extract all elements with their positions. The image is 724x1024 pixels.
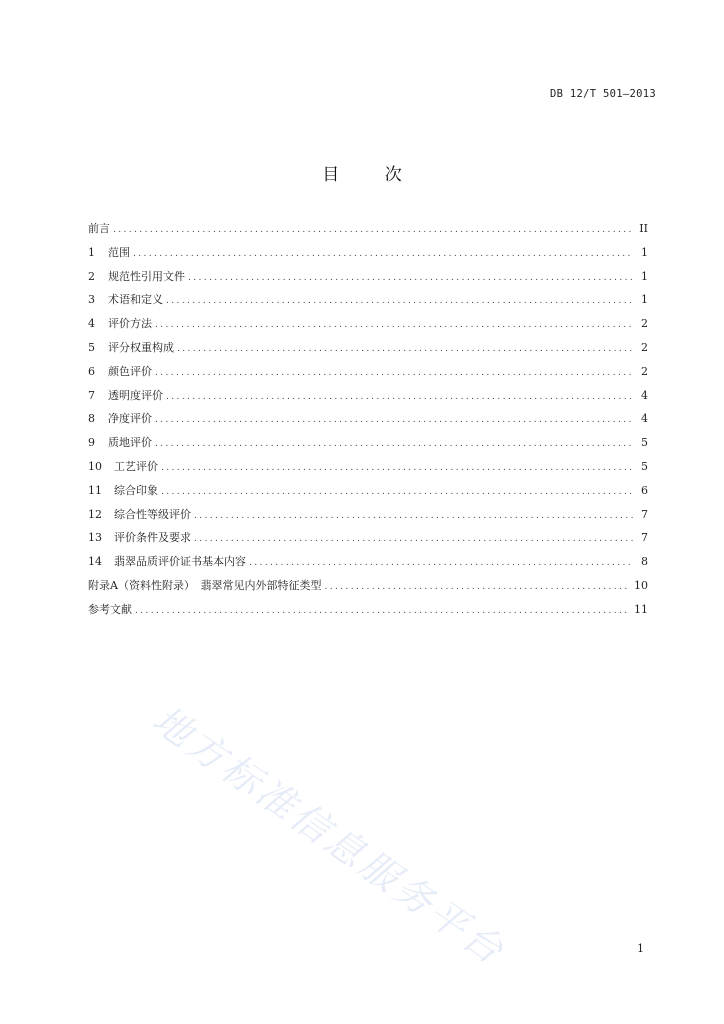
toc-entry-page: II (639, 222, 648, 235)
toc-entry-number: 6 (88, 364, 95, 378)
toc-entry-page: 1 (641, 293, 648, 307)
toc-dot-leader (133, 243, 633, 267)
toc-dot-leader (113, 219, 633, 243)
toc-dot-leader (194, 505, 633, 529)
toc-entry-page: 1 (641, 245, 648, 259)
toc-entry-label: 净度评价 (108, 412, 152, 426)
toc-dot-leader (161, 481, 633, 505)
toc-dot-leader (194, 528, 633, 552)
toc-entry-number: 7 (88, 388, 95, 402)
toc-entry-page: 5 (641, 436, 648, 450)
table-of-contents (88, 217, 648, 622)
toc-entry-label: 工艺评价 (114, 459, 158, 473)
toc-entry-14[interactable] (88, 550, 648, 574)
toc-dot-leader (188, 267, 633, 291)
toc-dot-leader (161, 457, 633, 481)
toc-entry-label: 术语和定义 (108, 293, 163, 307)
toc-dot-leader (166, 290, 633, 314)
toc-entry-label: 附录A（资料性附录） 翡翠常见内外部特征类型 (88, 578, 322, 592)
toc-entry-9[interactable] (88, 431, 648, 455)
toc-entry-7[interactable] (88, 384, 648, 408)
toc-entry-label: 前言 (88, 222, 110, 235)
toc-entry-number: 8 (88, 412, 95, 426)
toc-entry-label: 透明度评价 (108, 388, 163, 402)
toc-dot-leader (155, 409, 633, 433)
toc-entry-number: 4 (88, 317, 95, 331)
toc-dot-leader (155, 314, 633, 338)
toc-entry-page: 11 (634, 602, 648, 616)
toc-entry-number: 1 (88, 245, 95, 259)
toc-entry-number: 14 (88, 555, 102, 569)
page-title: 目 次 (322, 165, 422, 185)
toc-dot-leader (155, 362, 633, 386)
toc-entry-page: 1 (641, 269, 648, 283)
toc-entry-label: 综合性等级评价 (114, 507, 191, 521)
toc-entry-number: 13 (88, 531, 102, 545)
toc-entry-references[interactable] (88, 598, 648, 622)
toc-entry-11[interactable] (88, 479, 648, 503)
toc-entry-3[interactable] (88, 288, 648, 312)
toc-entry-6[interactable] (88, 360, 648, 384)
toc-dot-leader (177, 338, 633, 362)
toc-entry-10[interactable] (88, 455, 648, 479)
toc-entry-label: 参考文献 (88, 602, 132, 616)
toc-entry-page: 2 (641, 364, 648, 378)
toc-entry-page: 6 (641, 483, 648, 497)
toc-entry-page: 4 (641, 412, 648, 426)
toc-entry-page: 8 (641, 555, 648, 569)
toc-entry-13[interactable] (88, 526, 648, 550)
toc-entry-5[interactable] (88, 336, 648, 360)
toc-entry-4[interactable] (88, 312, 648, 336)
toc-dot-leader (166, 386, 633, 410)
toc-dot-leader (155, 433, 633, 457)
toc-entry-12[interactable] (88, 503, 648, 527)
toc-entry-label: 范围 (108, 245, 130, 259)
toc-entry-page: 5 (641, 459, 648, 473)
toc-entry-page: 10 (634, 578, 648, 592)
toc-entry-number: 3 (88, 293, 95, 307)
toc-entry-page: 2 (641, 340, 648, 354)
toc-entry-number: 9 (88, 436, 95, 450)
toc-entry-number: 2 (88, 269, 95, 283)
toc-entry-label: 评价条件及要求 (114, 531, 191, 545)
toc-entry-label: 评分权重构成 (108, 340, 174, 354)
toc-entry-number: 5 (88, 340, 95, 354)
toc-entry-number: 12 (88, 507, 102, 521)
page-number: 1 (637, 942, 644, 955)
toc-entry-page: 7 (641, 531, 648, 545)
toc-entry-number: 11 (88, 483, 102, 497)
toc-entry-page: 7 (641, 507, 648, 521)
toc-dot-leader (324, 576, 629, 600)
toc-entry-foreword[interactable] (88, 217, 648, 241)
toc-entry-number: 10 (88, 459, 102, 473)
watermark: 地方标准信息服务平台 (144, 697, 514, 975)
toc-entry-label: 评价方法 (108, 317, 152, 331)
toc-entry-label: 规范性引用文件 (108, 269, 185, 283)
toc-entry-page: 2 (641, 317, 648, 331)
toc-entry-label: 颜色评价 (108, 364, 152, 378)
toc-entry-label: 翡翠品质评价证书基本内容 (114, 555, 246, 569)
toc-entry-label: 质地评价 (108, 436, 152, 450)
document-code: DB 12/T 501—2013 (550, 88, 656, 100)
toc-entry-2[interactable] (88, 265, 648, 289)
toc-dot-leader (249, 552, 633, 576)
toc-entry-1[interactable] (88, 241, 648, 265)
toc-entry-8[interactable] (88, 407, 648, 431)
toc-entry-appendix-a[interactable] (88, 574, 648, 598)
toc-entry-label: 综合印象 (114, 483, 158, 497)
toc-entry-page: 4 (641, 388, 648, 402)
toc-dot-leader (135, 600, 629, 624)
